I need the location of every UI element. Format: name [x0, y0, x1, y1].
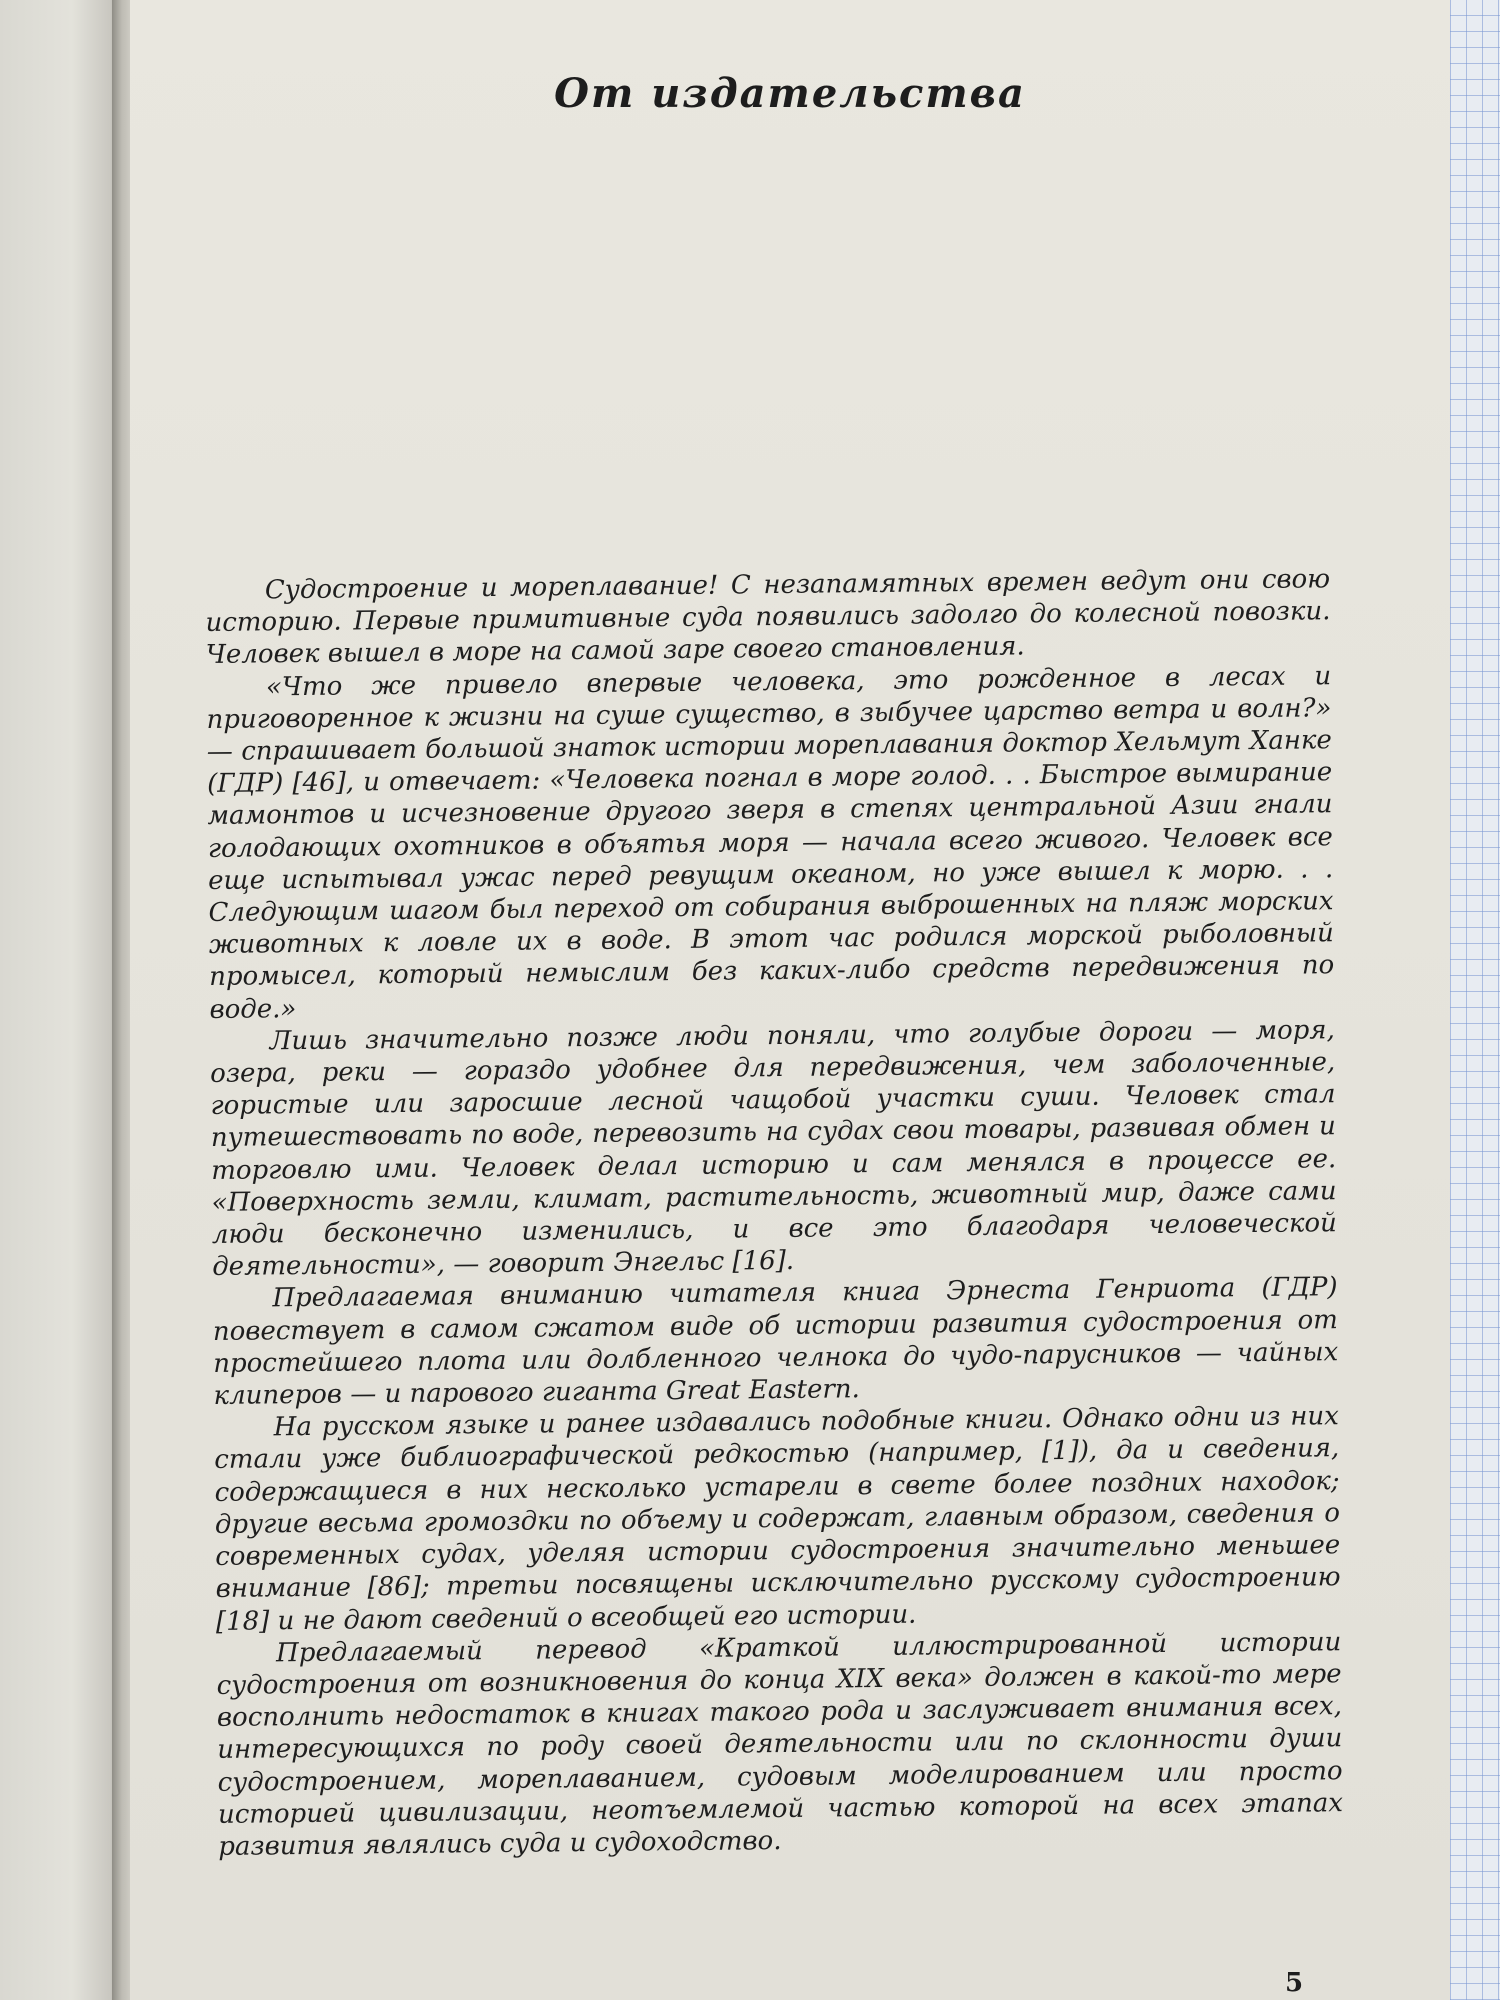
paragraph: Судостроение и мореплавание! С незапамятных времен ведут они свою историю. Первые примитивные суда появились задолго до колесной повозки. Человек вышел в море на самой заре своего становления.	[205, 564, 1331, 671]
paragraph: Предлагаемая вниманию читателя книга Эрнеста Генриота (ГДР) повествует в самом сжатом виде об истории развития судостроения от простейшего плота или долбленного челнока до чудо-парусников — чайных клиперов — и парового гиганта Great Eastern.	[212, 1272, 1339, 1412]
paragraph: Предлагаемый перевод «Краткой иллюстрированной истории судостроения от возникновения до конца XIX века» должен в какой-то мере восполнить недостаток в книгах такого рода и заслуживает внимания всех, интересующихся по роду своей деятельности или по склонности души судостроением, мореплаванием, судовым моделированием или просто историей цивилизации, неотъемлемой частью которой на всех этапах развития являлись суда и судоходство.	[216, 1626, 1344, 1862]
grid-paper-edge	[1450, 0, 1500, 2000]
paragraph: На русском языке и ранее издавались подобные книги. Однако одни из них стали уже библиографической редкостью (например, [1]), да и сведения, содержащиеся в них несколько устарели в свете более поздних находок; другие весьма громоздки по объему и содержат, главным образом, сведения о современных судах, уделяя истории судостроения значительно меньшее внимание [86]; третьи посвящены исключительно русскому судостроению [18] и не дают сведений о всеобщей его истории.	[214, 1401, 1341, 1637]
left-page-edge	[0, 0, 120, 2000]
page-number: 5	[1285, 1968, 1304, 1998]
paragraph: «Что же привело впервые человека, это рожденное в лесах и приговоренное к жизни на суше существо, в зыбучее царство ветра и волн?» — спрашивает большой знаток истории мореплавания доктор Хельмут Ханке (ГДР) [46], и отвечает: «Человека погнал в море голод. . . Быстрое вымирание мамонтов и исчезновение другого зверя в степях центральной Азии гнали голодающих охотников в объятья моря — начала всего живого. Человек все еще испытывал ужас перед ревущим океаном, но уже вышел к морю. . . Следующим шагом был переход от собирания выброшенных на пляж морских животных к ловле их в воде. В этот час родился морской рыболовный промысел, который немыслим без каких-либо средств передвижения по воде.»	[206, 660, 1335, 1025]
paragraph: Лишь значительно позже люди поняли, что голубые дороги — моря, озера, реки — гораздо удобнее для передвижения, чем заболоченные, гористые или заросшие лесной чащобой участки суши. Человек стал путешествовать по воде, перевозить на судах свои товары, развивая обмен и торговлю ими. Человек делал историю и сам менялся в процессе ее. «Поверхность земли, климат, растительность, животный мир, даже сами люди бесконечно изменились, и все это благодаря человеческой деятельности», — говорит Энгельс [16].	[210, 1015, 1338, 1283]
body-text	[205, 563, 1343, 1863]
page-title: От издательства	[554, 70, 1026, 117]
